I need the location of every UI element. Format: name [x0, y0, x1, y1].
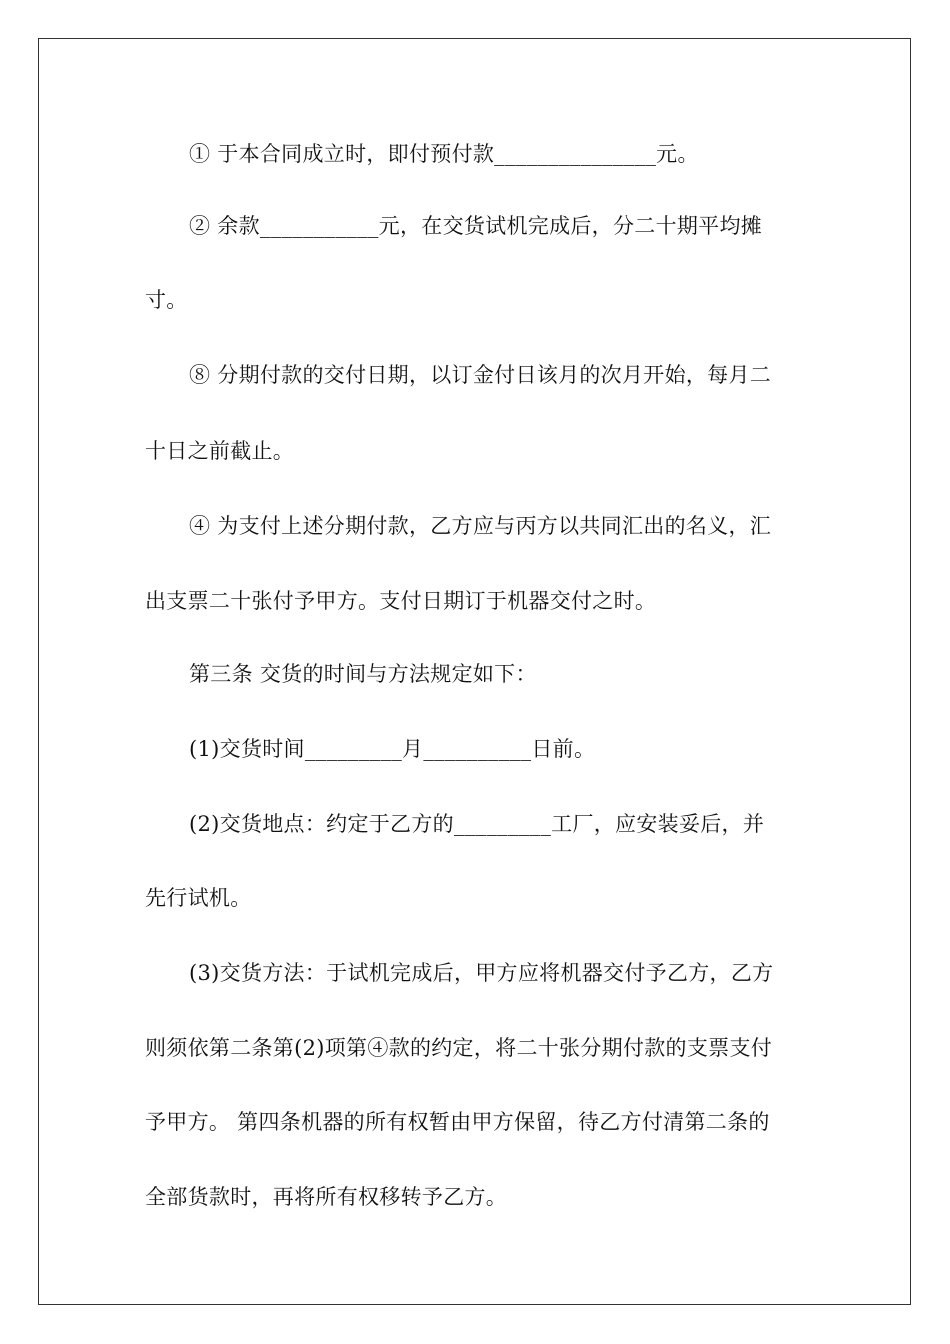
paragraph-line: 则须依第二条第(2)项第④款的约定，将二十张分期付款的支票支付: [145, 1036, 773, 1060]
paragraph-line: ④ 为支付上述分期付款，乙方应与丙方以共同汇出的名义，汇: [189, 514, 772, 538]
section-heading: 第三条 交货的时间与方法规定如下：: [189, 662, 537, 686]
paragraph-line: ⑧ 分期付款的交付日期，以订金付日该月的次月开始，每月二: [189, 363, 772, 387]
paragraph-line: ① 于本合同成立时，即付预付款_______________元。: [189, 142, 699, 166]
paragraph-line: (2)交货地点：约定于乙方的_________工厂，应安装妥后，并: [189, 812, 765, 836]
paragraph-line: (1)交货时间_________月__________日前。: [189, 737, 596, 761]
paragraph-line: 寸。: [145, 288, 188, 312]
paragraph-line: 十日之前截止。: [145, 439, 295, 463]
paragraph-line: 予甲方。 第四条机器的所有权暂由甲方保留，待乙方付清第二条的: [145, 1110, 770, 1134]
paragraph-line: 先行试机。: [145, 886, 252, 910]
paragraph-line: ② 余款___________元，在交货试机完成后，分二十期平均摊: [189, 214, 763, 238]
paragraph-line: 出支票二十张付予甲方。支付日期订于机器交付之时。: [145, 589, 657, 613]
paragraph-line: 全部货款时，再将所有权移转予乙方。: [145, 1185, 508, 1209]
paragraph-line: (3)交货方法：于试机完成后，甲方应将机器交付予乙方，乙方: [189, 961, 774, 985]
